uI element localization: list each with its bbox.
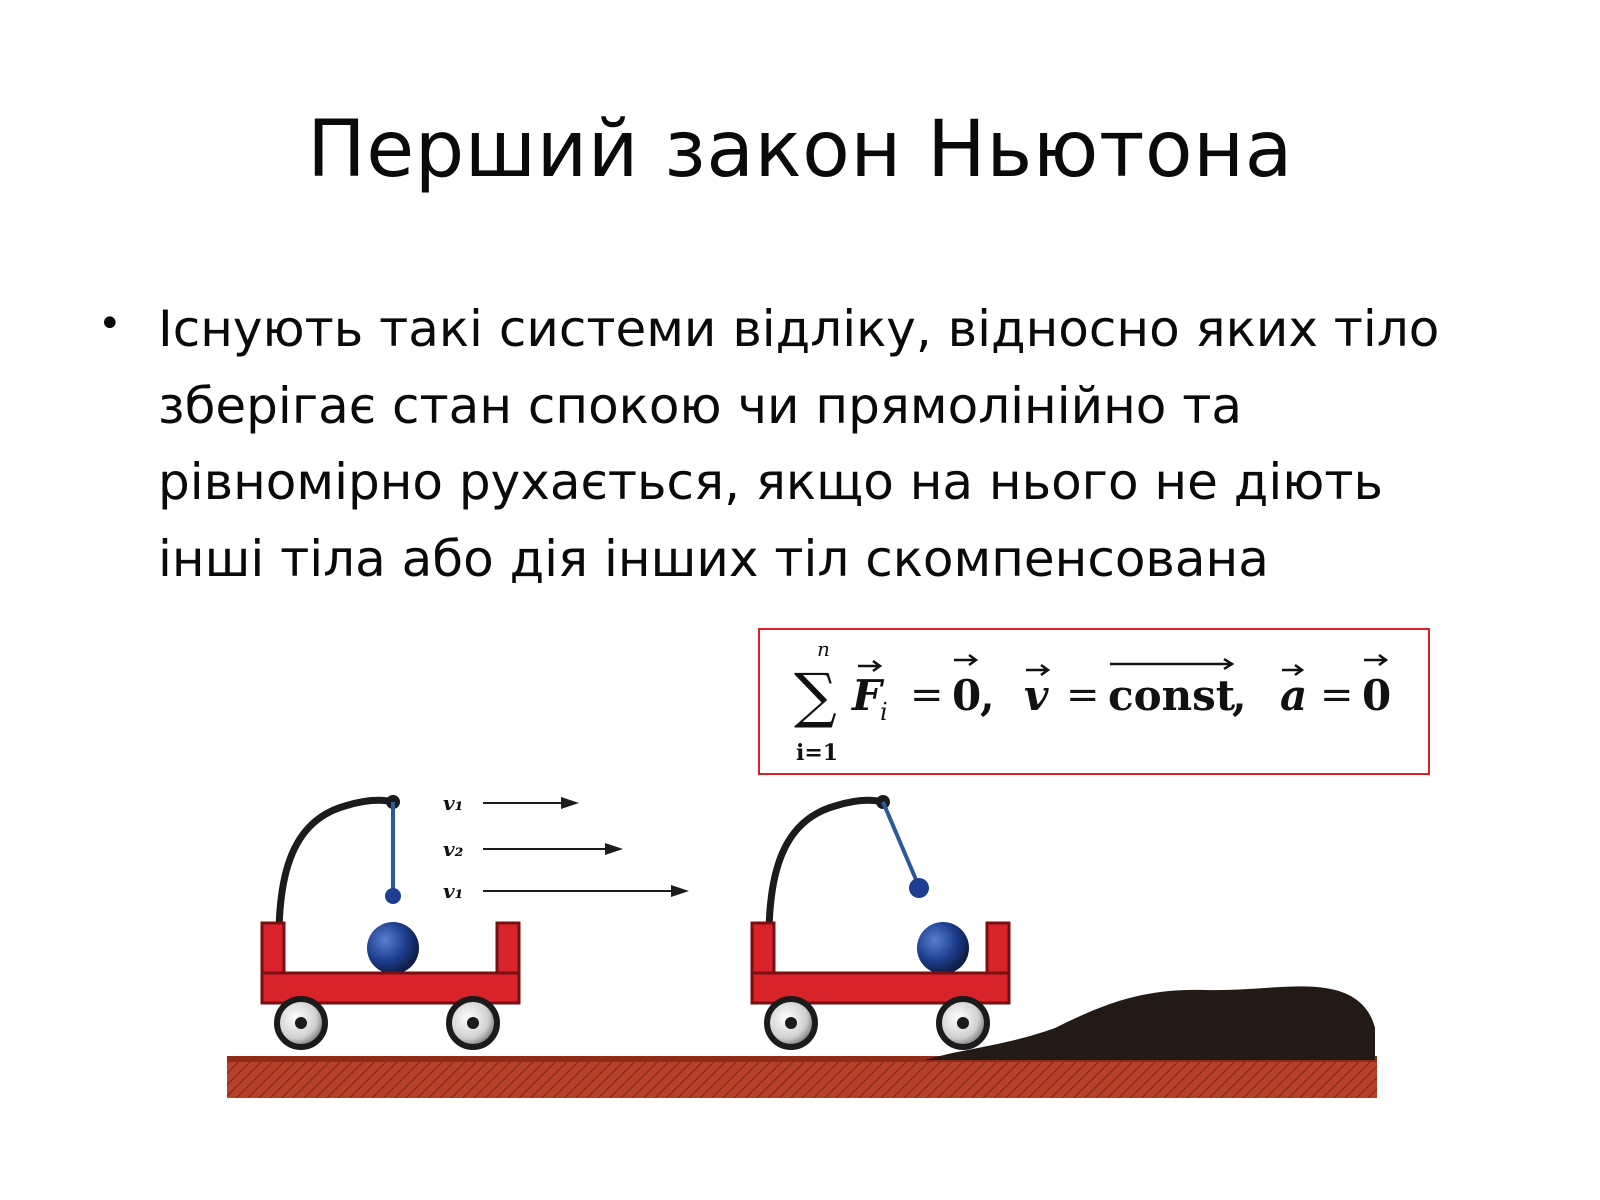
velocity-arrows — [443, 791, 689, 903]
floor — [227, 1060, 1377, 1098]
force-symbol: F — [852, 671, 882, 720]
cart-left — [262, 795, 519, 1047]
cart-right — [752, 795, 1009, 1047]
cart-ball-right — [917, 922, 969, 974]
hanging-ball-left — [385, 888, 401, 904]
bullet-marker: • — [98, 301, 122, 347]
bullet-text: Існують такі системи відліку, відносно яких тіло зберігає стан спокою чи прямолінійно та рівномірно рухається, якщо на нього не діють інші тіла або дія інших тіл скомпенсована — [158, 300, 1440, 588]
force-index: i — [880, 698, 888, 726]
comma-2: , — [1232, 671, 1247, 720]
zero-vector-2: 0 — [1362, 671, 1392, 720]
sum-symbol: ∑ — [794, 661, 837, 731]
hanging-ball-right — [909, 878, 929, 898]
acceleration-symbol: a — [1280, 671, 1308, 720]
equals-2: = — [1066, 672, 1100, 718]
equals-1: = — [910, 672, 944, 718]
formula-box — [758, 628, 1430, 775]
newton-first-law-formula — [760, 630, 1430, 775]
velocity-label-2: v₂ — [443, 837, 464, 861]
cart-ball-left — [367, 922, 419, 974]
slide-title: Перший закон Ньютона — [307, 105, 1293, 195]
velocity-label-3: v₁ — [443, 879, 464, 903]
velocity-symbol: v — [1024, 671, 1049, 720]
sum-lower-limit: i=1 — [796, 740, 839, 766]
equals-3: = — [1320, 672, 1354, 718]
const-text: const — [1108, 671, 1236, 720]
sum-upper-limit: n — [817, 637, 830, 661]
cart-inertia-illustration — [205, 778, 1405, 1098]
velocity-label-1: v₁ — [443, 791, 464, 815]
zero-vector-1: 0 — [952, 671, 982, 720]
comma-1: , — [980, 671, 995, 720]
